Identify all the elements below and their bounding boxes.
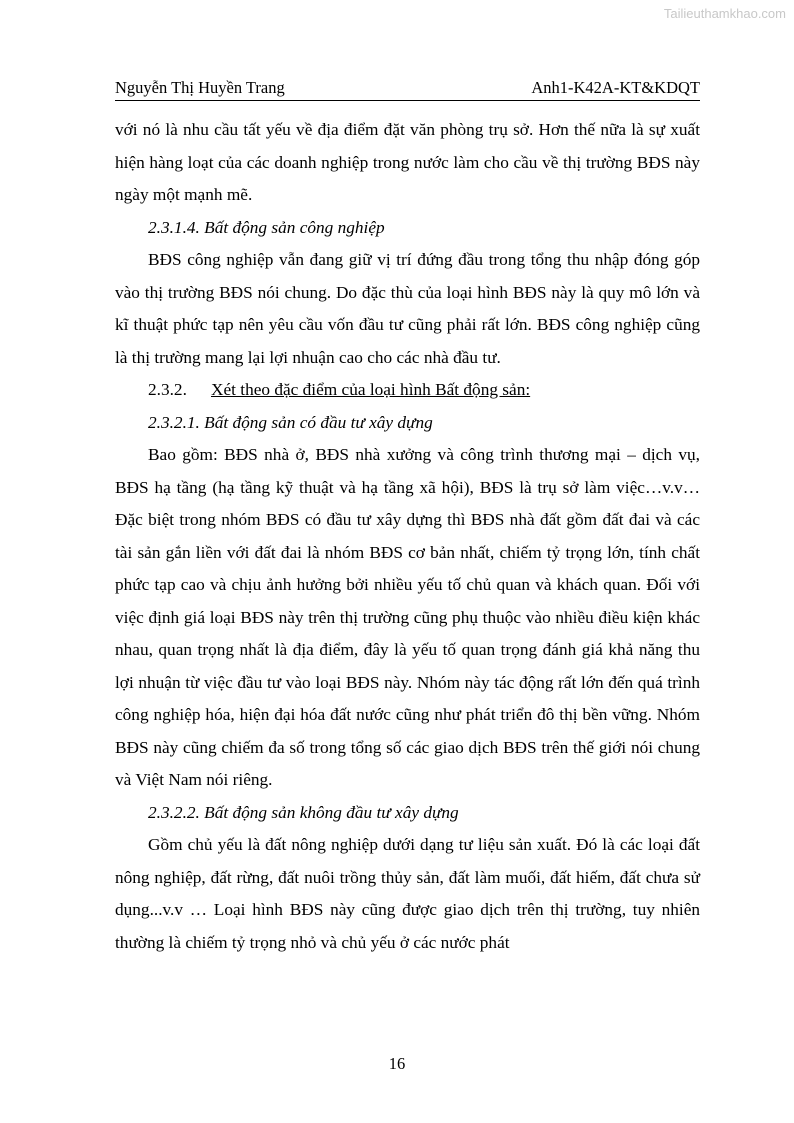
- heading-2-3-2: [115, 374, 700, 407]
- header-class-code: Anh1-K42A-KT&KDQT: [531, 78, 700, 97]
- paragraph-continued: với nó là nhu cầu tất yếu về địa điểm đặt văn phòng trụ sở. Hơn thế nữa là sự xuất hiện hàng loạt của các doanh nghiệp trong nước làm cho cầu về thị trường BĐS này ngày một mạnh mẽ.: [115, 120, 700, 204]
- paragraph-with-construction: Bao gồm: BĐS nhà ở, BĐS nhà xưởng và công trình thương mại – dịch vụ, BĐS hạ tầng (hạ tầng kỹ thuật và hạ tầng xã hội), BĐS là trụ sở làm việc…v.v…Đặc biệt trong nhóm BĐS có đầu tư xây dựng thì BĐS nhà đất gồm đất đai và các tài sản gắn liền với đất đai là nhóm BĐS cơ bản nhất, chiếm tỷ trọng lớn, tính chất phức tạp cao và chịu ảnh hưởng bởi nhiều yếu tố chủ quan và khách quan. Đối với việc định giá loại BĐS này trên thị trường cũng phụ thuộc vào nhiều điều kiện khác nhau, quan trọng nhất là địa điểm, đây là yếu tố quan trọng đánh giá khả năng thu lợi nhuận từ việc đầu tư vào loại BĐS này. Nhóm này tác động rất lớn đến quá trình công nghiệp hóa, hiện đại hóa đất nước cũng như phát triển đô thị bền vững. Nhóm BĐS này cũng chiếm đa số trong tổng số các giao dịch BĐS trên thế giới nói chung và Việt Nam nói riêng.: [115, 445, 700, 789]
- page-header: [115, 78, 700, 98]
- heading-2-3-2-number: 2.3.2.: [148, 380, 187, 399]
- heading-2-3-2-title: Xét theo đặc điểm của loại hình Bất động sản:: [211, 380, 531, 399]
- paragraph-without-construction: Gồm chủ yếu là đất nông nghiệp dưới dạng tư liệu sản xuất. Đó là các loại đất nông nghiệp, đất rừng, đất nuôi trồng thủy sản, đất làm muối, đất hiếm, đất chưa sử dụng...v.v … Loại hình BĐS này cũng được giao dịch trên thị trường, tuy nhiên thường là chiếm tỷ trọng nhỏ và chủ yếu ở các nước phát: [115, 835, 700, 952]
- heading-2-3-1-4: 2.3.1.4. Bất động sản công nghiệp: [148, 217, 385, 237]
- paragraph-industrial-real-estate: BĐS công nghiệp vẫn đang giữ vị trí đứng đầu trong tổng thu nhập đóng góp vào thị trường BĐS nói chung. Do đặc thù của loại hình BĐS này là quy mô lớn và kĩ thuật phức tạp nên yêu cầu vốn đầu tư cũng phải rất lớn. BĐS công nghiệp cũng là thị trường mang lại lợi nhuận cao cho các nhà đầu tư.: [115, 250, 700, 367]
- header-rule: [115, 100, 700, 101]
- page-body: [115, 114, 700, 959]
- heading-2-3-2-2: 2.3.2.2. Bất động sản không đầu tư xây dựng: [148, 802, 459, 822]
- watermark: Tailieuthamkhao.com: [663, 6, 786, 21]
- page-number: 16: [388, 1054, 406, 1073]
- heading-2-3-2-1: 2.3.2.1. Bất động sản có đầu tư xây dựng: [148, 412, 433, 432]
- header-author: Nguyễn Thị Huyền Trang: [115, 78, 285, 97]
